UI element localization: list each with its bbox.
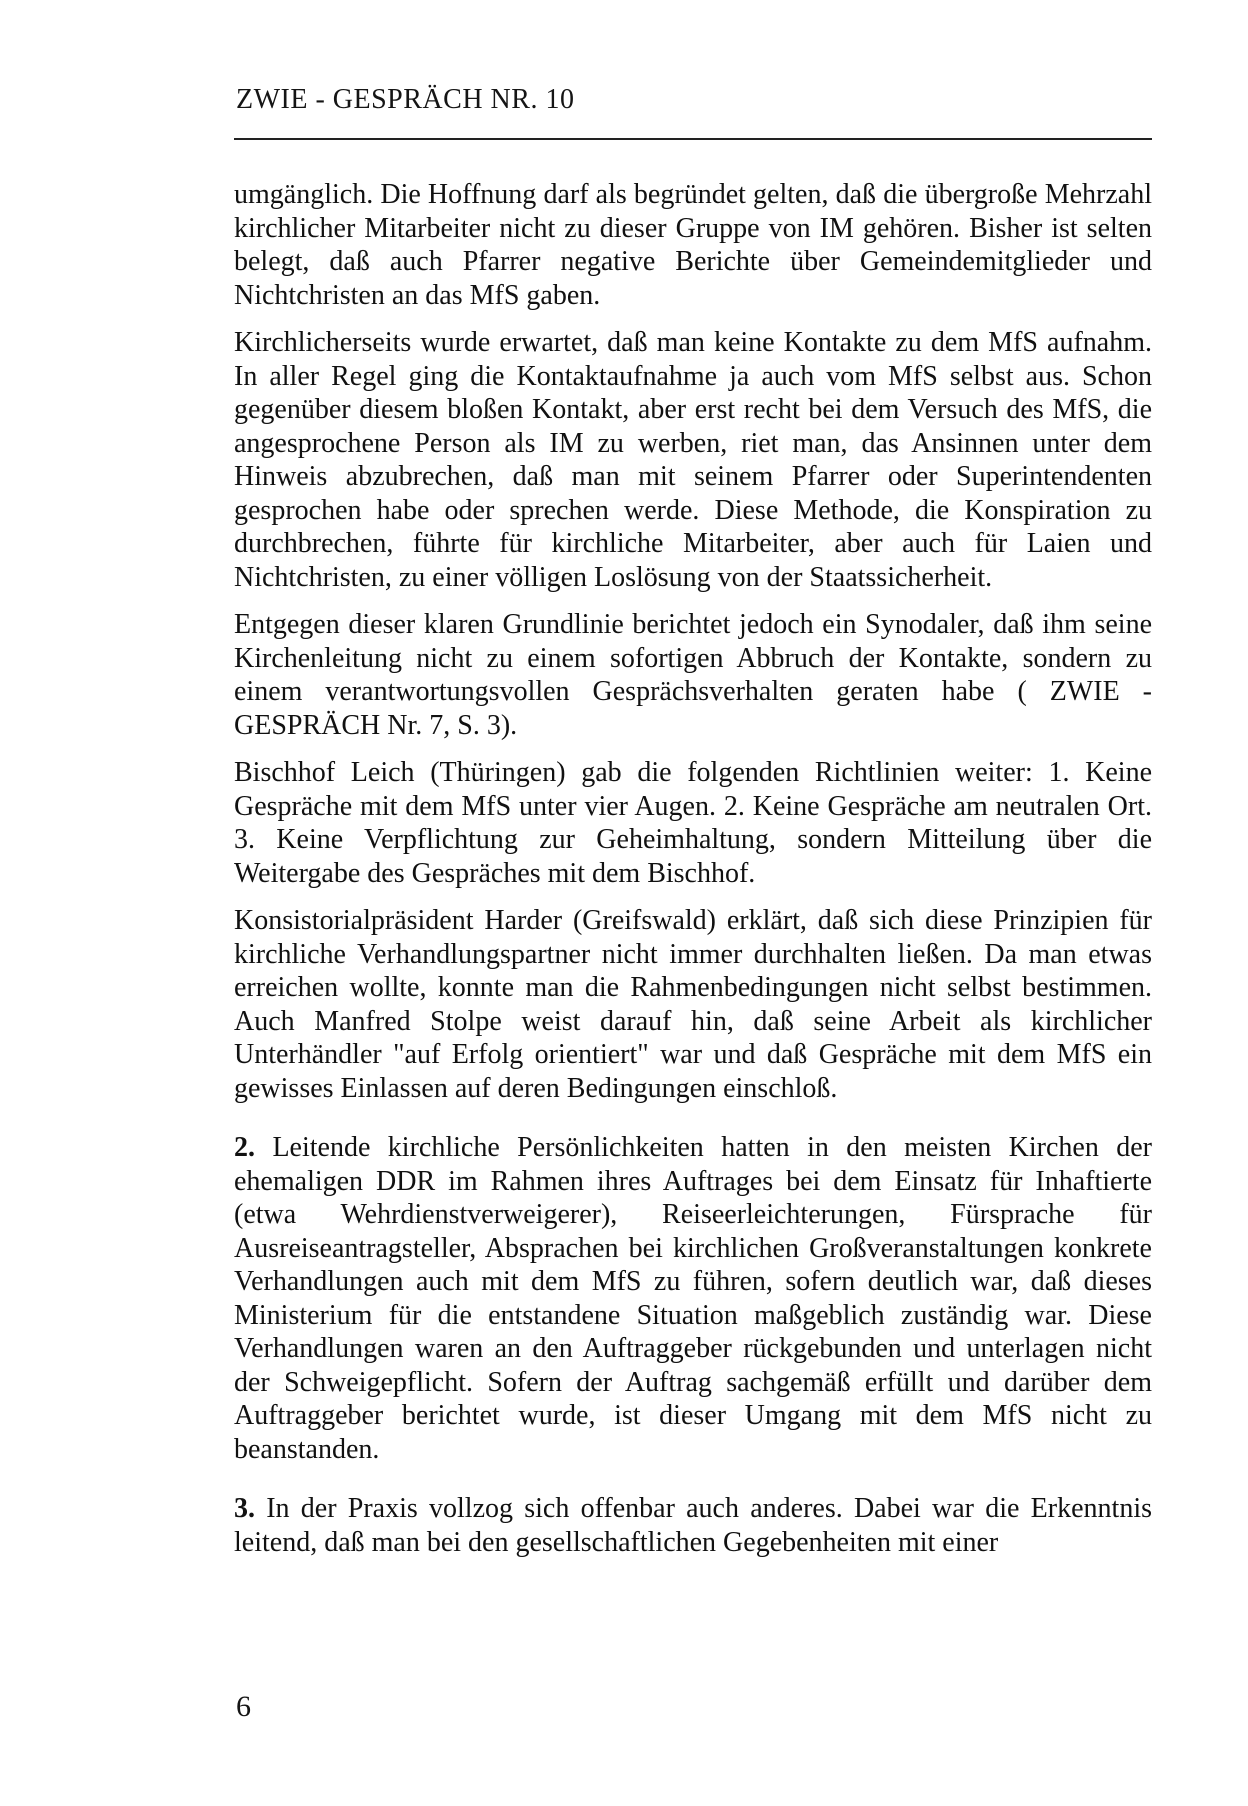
paragraph-text: Leitende kirchliche Persönlichkeiten hatten in den meisten Kirchen der ehemaligen DDR im Rahmen ihres Auftrages bei dem Einsatz für Inhaftierte (etwa Wehrdienstverweigerer), Reiseerleichterungen, Fürsprache für Ausreiseantragsteller, Absprachen bei kirchlichen Großveranstaltungen konkrete Verhandlungen auch mit dem MfS zu führen, sofern deutlich war, daß dieses Ministerium für die entstandene Situation maßgeblich zuständig war. Diese Verhandlungen waren an den Auftraggeber rückgebunden und unterlagen nicht der Schweigepflicht. Sofern der Auftrag sachgemäß erfüllt und darüber dem Auftraggeber berichtet wurde, ist dieser Umgang mit dem MfS nicht zu beanstanden.	[234, 1132, 1153, 1465]
paragraph	[234, 608, 1152, 742]
body-text	[234, 178, 1152, 1573]
paragraph-text: umgänglich. Die Hoffnung darf als begründet gelten, daß die übergroße Mehrzahl kirchlicher Mitarbeiter nicht zu dieser Gruppe von IM gehören. Bisher ist selten belegt, daß auch Pfarrer negative Berichte über Gemeindemitglieder und Nichtchristen an das MfS gaben.	[234, 179, 1152, 311]
paragraph-text: Bischhof Leich (Thüringen) gab die folgenden Richtlinien weiter: 1. Keine Gespräche mit dem MfS unter vier Augen. 2. Keine Gespräche am neutralen Ort. 3. Keine Verpflichtung zur Geheimhaltung, sondern Mitteilung über die Weitergabe des Gespräches mit dem Bischhof.	[234, 757, 1152, 889]
paragraph	[234, 178, 1152, 312]
page-number: 6	[236, 1690, 251, 1723]
numbered-paragraph	[234, 1492, 1152, 1559]
paragraph-text: In der Praxis vollzog sich offenbar auch anderes. Dabei war die Erkenntnis leitend, daß man bei den gesellschaftlichen Gegebenheiten mit einer	[234, 1493, 1152, 1558]
paragraph-text: Entgegen dieser klaren Grundlinie berichtet jedoch ein Synodaler, daß ihm seine Kirchenleitung nicht zu einem sofortigen Abbruch der Kontakte, sondern zu einem verantwortungsvollen Gesprächsverhalten geraten habe ( ZWIE - GESPRÄCH Nr. 7, S. 3).	[234, 609, 1152, 741]
header-rule	[234, 138, 1152, 140]
paragraph	[234, 904, 1152, 1105]
paragraph-number: 3.	[234, 1493, 255, 1524]
paragraph-text: Konsistorialpräsident Harder (Greifswald) erklärt, daß sich diese Prinzipien für kirchliche Verhandlungspartner nicht immer durchhalten ließen. Da man etwas erreichen wollte, konnte man die Rahmenbedingungen nicht selbst bestimmen. Auch Manfred Stolpe weist darauf hin, daß seine Arbeit als kirchlicher Unterhändler "auf Erfolg orientiert" war und daß Gespräche mit dem MfS ein gewisses Einlassen auf deren Bedingungen einschloß.	[234, 905, 1152, 1104]
paragraph-text: Kirchlicherseits wurde erwartet, daß man keine Kontakte zu dem MfS aufnahm. In aller Regel ging die Kontaktaufnahme ja auch vom MfS selbst aus. Schon gegenüber diesem bloßen Kontakt, aber erst recht bei dem Versuch des MfS, die angesprochene Person als IM zu werben, riet man, das Ansinnen unter dem Hinweis abzubrechen, daß man mit seinem Pfarrer oder Superintendenten gesprochen habe oder sprechen werde. Diese Methode, die Konspiration zu durchbrechen, führte für kirchliche Mitarbeiter, aber auch für Laien und Nichtchristen, zu einer völligen Loslösung von der Staatssicherheit.	[234, 327, 1152, 593]
paragraph	[234, 756, 1152, 890]
running-header: ZWIE - GESPRÄCH NR. 10	[236, 84, 575, 115]
paragraph-number: 2.	[234, 1132, 255, 1163]
numbered-paragraph	[234, 1131, 1152, 1466]
paragraph	[234, 326, 1152, 594]
